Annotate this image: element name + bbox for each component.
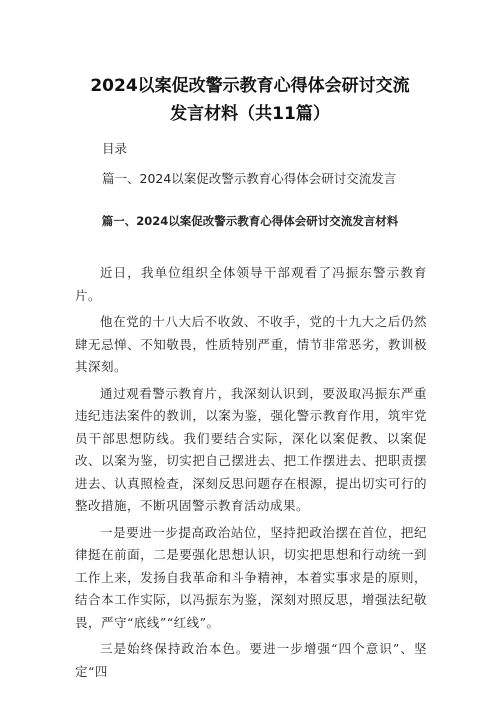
document-title-line-2: 发言材料（共11篇） [170, 104, 330, 124]
toc-label: 目录 [102, 141, 128, 156]
toc-item[interactable]: 篇一、2024以案促改警示教育心得体会研讨交流发言 [102, 171, 397, 186]
section-heading: 篇一、2024以案促改警示教育心得体会研讨交流发言材料 [101, 214, 399, 228]
paragraph: 近日，我单位组织全体领导干部观看了冯振东警示教育片。 [75, 265, 427, 303]
paragraph: 通过观看警示教育片，我深刻认识到，要汲取冯振东严重违纪违法案件的教训，以案为鉴，强化警示教育作用，筑牢党员干部思想防线。我们要结合实际，深化以案促教、以案促改、以案为鉴，切实把自己摆进去、把工作摆进去、把职责摆进去、认真照检查，深刻反思问题存在根源，提出切实可行的整改措施，不断巩固警示教育活动成果。 [75, 385, 427, 513]
document-title-line-1: 2024以案促改警示教育心得体会研讨交流 [90, 76, 410, 96]
body-text [75, 262, 427, 683]
paragraph: 一是要进一步提高政治站位，坚持把政治摆在首位，把纪律挺在前面，二是要强化思想认识，切实把思想和行动统一到工作上来，发扬自我革命和斗争精神，本着实事求是的原则，结合本工作实际，以冯振东为鉴，深刻对照反思，增强法纪敬畏，严守“底线”“红线”。 [75, 524, 427, 630]
paragraph: 三是始终保持政治本色。要进一步增强“四个意识”、坚定“四 [75, 641, 427, 679]
paragraph: 他在党的十八大后不收敛、不收手，党的十九大之后仍然肆无忌惮、不知敬畏，性质特别严重，情节非常恶劣，教训极其深刻。 [75, 314, 427, 374]
